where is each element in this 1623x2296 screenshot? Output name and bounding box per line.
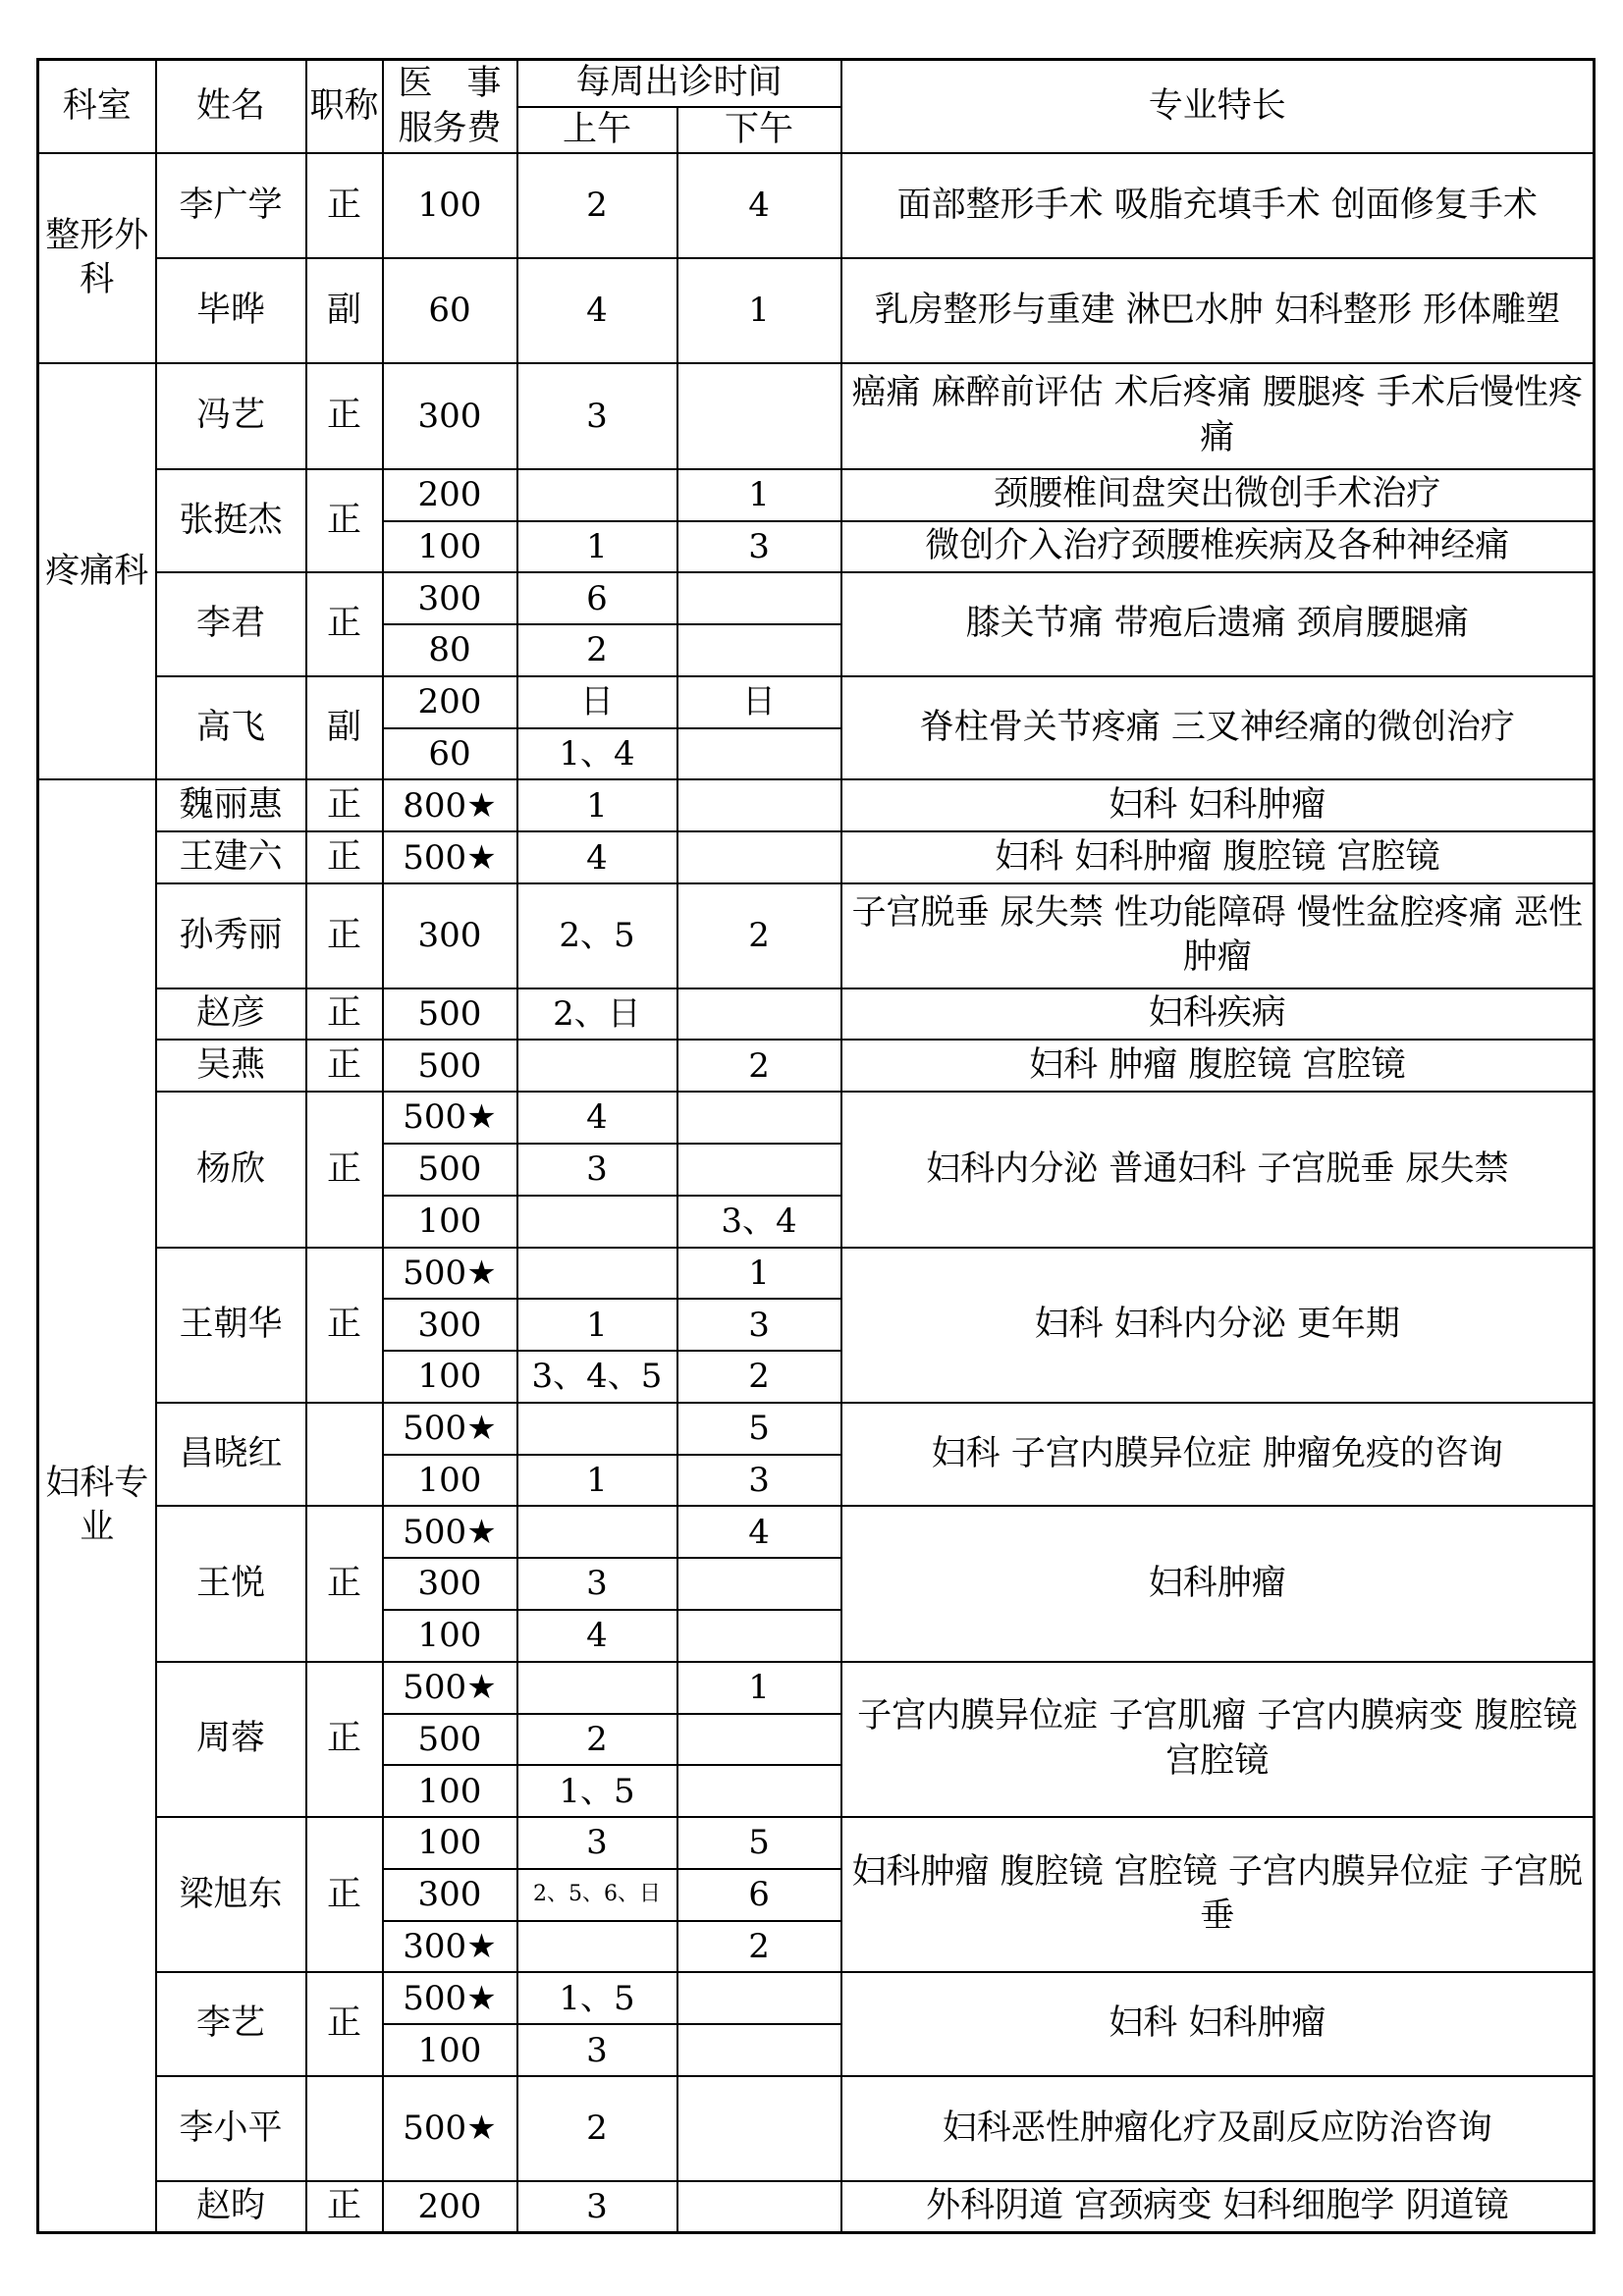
doctor-name: 李艺 bbox=[156, 1972, 306, 2076]
department-cell bbox=[38, 779, 156, 2232]
department-name: 疼痛科 bbox=[45, 551, 149, 591]
am-schedule: 3、4、5 bbox=[517, 1351, 677, 1403]
pm-schedule: 2 bbox=[677, 1351, 841, 1403]
clinic-schedule-table bbox=[36, 58, 1596, 2234]
specialty: 妇科疾病 bbox=[841, 988, 1595, 1041]
service-fee: 100 bbox=[383, 1817, 517, 1869]
header-pm: 下午 bbox=[677, 107, 841, 154]
service-fee: 500★ bbox=[383, 2076, 517, 2181]
pm-schedule: 4 bbox=[677, 1506, 841, 1558]
specialty: 妇科 子宫内膜异位症 肿瘤免疫的咨询 bbox=[841, 1403, 1595, 1507]
pm-schedule bbox=[677, 624, 841, 676]
specialty: 妇科 妇科肿瘤 腹腔镜 宫腔镜 bbox=[841, 831, 1595, 883]
doctor-name: 赵昀 bbox=[156, 2181, 306, 2233]
doctor-name: 梁旭东 bbox=[156, 1817, 306, 1972]
pm-schedule: 3 bbox=[677, 521, 841, 573]
am-schedule bbox=[517, 1248, 677, 1300]
doctor-name: 王朝华 bbox=[156, 1248, 306, 1403]
pm-schedule: 2 bbox=[677, 1921, 841, 1973]
doctor-title: 副 bbox=[306, 676, 383, 780]
doctor-title: 正 bbox=[306, 1092, 383, 1247]
header-title: 职称 bbox=[306, 60, 383, 154]
pm-schedule: 3 bbox=[677, 1299, 841, 1351]
specialty: 妇科内分泌 普通妇科 子宫脱垂 尿失禁 bbox=[841, 1092, 1595, 1247]
pm-schedule: 1 bbox=[677, 1248, 841, 1300]
doctor-name: 昌晓红 bbox=[156, 1403, 306, 1507]
table-row bbox=[38, 153, 1595, 258]
pm-schedule bbox=[677, 831, 841, 883]
doctor-title: 正 bbox=[306, 469, 383, 573]
doctor-name: 冯艺 bbox=[156, 363, 306, 469]
table-row bbox=[38, 2181, 1595, 2233]
header-fee-top: 医 事 bbox=[398, 64, 502, 103]
department-cell bbox=[38, 153, 156, 363]
pm-schedule: 1 bbox=[677, 1662, 841, 1714]
service-fee: 500 bbox=[383, 1714, 517, 1766]
specialty: 子宫脱垂 尿失禁 性功能障碍 慢性盆腔疼痛 恶性肿瘤 bbox=[841, 883, 1595, 988]
header-am: 上午 bbox=[517, 107, 677, 154]
pm-schedule: 4 bbox=[677, 153, 841, 258]
service-fee: 300★ bbox=[383, 1921, 517, 1973]
doctor-title: 正 bbox=[306, 883, 383, 988]
doctor-title: 副 bbox=[306, 258, 383, 364]
service-fee: 500★ bbox=[383, 1972, 517, 2024]
table-row bbox=[38, 883, 1595, 988]
service-fee: 500★ bbox=[383, 1662, 517, 1714]
service-fee: 300 bbox=[383, 1299, 517, 1351]
service-fee: 80 bbox=[383, 624, 517, 676]
am-schedule: 日 bbox=[517, 676, 677, 728]
doctor-name: 杨欣 bbox=[156, 1092, 306, 1247]
table-row bbox=[38, 1248, 1595, 1300]
am-schedule bbox=[517, 1040, 677, 1092]
doctor-name: 吴燕 bbox=[156, 1040, 306, 1092]
doctor-title bbox=[306, 2076, 383, 2181]
service-fee: 100 bbox=[383, 1455, 517, 1507]
specialty: 妇科肿瘤 腹腔镜 宫腔镜 子宫内膜异位症 子宫脱垂 bbox=[841, 1817, 1595, 1972]
service-fee: 100 bbox=[383, 1610, 517, 1662]
doctor-name: 赵彦 bbox=[156, 988, 306, 1041]
service-fee: 500★ bbox=[383, 1248, 517, 1300]
am-schedule: 3 bbox=[517, 363, 677, 469]
pm-schedule: 3、4 bbox=[677, 1196, 841, 1248]
am-schedule: 4 bbox=[517, 831, 677, 883]
table-row bbox=[38, 831, 1595, 883]
specialty: 妇科 妇科肿瘤 bbox=[841, 1972, 1595, 2076]
table-row bbox=[38, 779, 1595, 831]
table-row bbox=[38, 1817, 1595, 1869]
doctor-name: 高飞 bbox=[156, 676, 306, 780]
service-fee: 300 bbox=[383, 883, 517, 988]
table-row bbox=[38, 1403, 1595, 1455]
pm-schedule bbox=[677, 2024, 841, 2076]
am-schedule: 1 bbox=[517, 779, 677, 831]
specialty: 脊柱骨关节疼痛 三叉神经痛的微创治疗 bbox=[841, 676, 1595, 780]
specialty: 妇科 妇科肿瘤 bbox=[841, 779, 1595, 831]
service-fee: 300 bbox=[383, 572, 517, 624]
service-fee: 200 bbox=[383, 2181, 517, 2233]
pm-schedule: 2 bbox=[677, 883, 841, 988]
pm-schedule bbox=[677, 1714, 841, 1766]
am-schedule: 1、4 bbox=[517, 728, 677, 780]
am-schedule bbox=[517, 1196, 677, 1248]
pm-schedule: 5 bbox=[677, 1403, 841, 1455]
service-fee: 100 bbox=[383, 1351, 517, 1403]
doctor-title: 正 bbox=[306, 1817, 383, 1972]
header-fee-bottom: 服务费 bbox=[398, 108, 502, 148]
specialty: 妇科肿瘤 bbox=[841, 1506, 1595, 1661]
doctor-name: 王建六 bbox=[156, 831, 306, 883]
specialty: 外科阴道 宫颈病变 妇科细胞学 阴道镜 bbox=[841, 2181, 1595, 2233]
doctor-title: 正 bbox=[306, 2181, 383, 2233]
pm-schedule bbox=[677, 363, 841, 469]
pm-schedule bbox=[677, 728, 841, 780]
doctor-title: 正 bbox=[306, 153, 383, 258]
am-schedule: 1 bbox=[517, 521, 677, 573]
pm-schedule: 6 bbox=[677, 1869, 841, 1921]
table-row bbox=[38, 988, 1595, 1041]
table-row bbox=[38, 1040, 1595, 1092]
am-schedule: 6 bbox=[517, 572, 677, 624]
pm-schedule bbox=[677, 2181, 841, 2233]
schedule-body bbox=[38, 153, 1595, 2233]
am-schedule: 1、5 bbox=[517, 1972, 677, 2024]
pm-schedule bbox=[677, 1144, 841, 1196]
doctor-name: 周蓉 bbox=[156, 1662, 306, 1817]
doctor-name: 张挺杰 bbox=[156, 469, 306, 573]
header-weekly: 每周出诊时间 bbox=[517, 60, 841, 107]
table-row bbox=[38, 363, 1595, 469]
service-fee: 500 bbox=[383, 1144, 517, 1196]
pm-schedule: 5 bbox=[677, 1817, 841, 1869]
specialty: 癌痛 麻醉前评估 术后疼痛 腰腿疼 手术后慢性疼痛 bbox=[841, 363, 1595, 469]
doctor-name: 李小平 bbox=[156, 2076, 306, 2181]
service-fee: 100 bbox=[383, 1196, 517, 1248]
table-row bbox=[38, 572, 1595, 624]
service-fee: 100 bbox=[383, 1765, 517, 1817]
service-fee: 500 bbox=[383, 988, 517, 1041]
am-schedule: 2 bbox=[517, 2076, 677, 2181]
doctor-name: 王悦 bbox=[156, 1506, 306, 1661]
table-row bbox=[38, 258, 1595, 364]
service-fee: 100 bbox=[383, 521, 517, 573]
doctor-name: 孙秀丽 bbox=[156, 883, 306, 988]
am-schedule: 3 bbox=[517, 2181, 677, 2233]
table-row bbox=[38, 676, 1595, 728]
pm-schedule: 1 bbox=[677, 258, 841, 364]
pm-schedule bbox=[677, 779, 841, 831]
specialty: 膝关节痛 带疱后遗痛 颈肩腰腿痛 bbox=[841, 572, 1595, 676]
am-schedule bbox=[517, 1662, 677, 1714]
pm-schedule bbox=[677, 2076, 841, 2181]
department-name: 整形外科 bbox=[45, 215, 149, 300]
service-fee: 200 bbox=[383, 469, 517, 521]
am-schedule: 4 bbox=[517, 1610, 677, 1662]
service-fee: 500★ bbox=[383, 831, 517, 883]
header-specialty: 专业特长 bbox=[841, 60, 1595, 154]
specialty: 妇科恶性肿瘤化疗及副反应防治咨询 bbox=[841, 2076, 1595, 2181]
doctor-title: 正 bbox=[306, 572, 383, 676]
am-schedule: 2 bbox=[517, 153, 677, 258]
service-fee: 800★ bbox=[383, 779, 517, 831]
am-schedule bbox=[517, 469, 677, 521]
doctor-title: 正 bbox=[306, 1662, 383, 1817]
am-schedule: 2、5、6、日 bbox=[517, 1869, 677, 1921]
pm-schedule: 1 bbox=[677, 469, 841, 521]
table-row bbox=[38, 469, 1595, 521]
specialty: 面部整形手术 吸脂充填手术 创面修复手术 bbox=[841, 153, 1595, 258]
table-row bbox=[38, 1662, 1595, 1714]
am-schedule: 2、日 bbox=[517, 988, 677, 1041]
am-schedule: 3 bbox=[517, 1817, 677, 1869]
table-row bbox=[38, 1092, 1595, 1144]
pm-schedule bbox=[677, 1972, 841, 2024]
am-schedule: 1、5 bbox=[517, 1765, 677, 1817]
doctor-title: 正 bbox=[306, 831, 383, 883]
am-schedule: 3 bbox=[517, 2024, 677, 2076]
am-schedule bbox=[517, 1921, 677, 1973]
doctor-name: 李广学 bbox=[156, 153, 306, 258]
am-schedule: 2 bbox=[517, 1714, 677, 1766]
table-row bbox=[38, 1972, 1595, 2024]
header-fee bbox=[383, 60, 517, 154]
am-schedule bbox=[517, 1403, 677, 1455]
service-fee: 200 bbox=[383, 676, 517, 728]
specialty: 微创介入治疗颈腰椎疾病及各种神经痛 bbox=[841, 521, 1595, 573]
service-fee: 60 bbox=[383, 728, 517, 780]
service-fee: 500 bbox=[383, 1040, 517, 1092]
header-name: 姓名 bbox=[156, 60, 306, 154]
am-schedule: 4 bbox=[517, 258, 677, 364]
service-fee: 500★ bbox=[383, 1092, 517, 1144]
doctor-title: 正 bbox=[306, 1972, 383, 2076]
am-schedule: 2 bbox=[517, 624, 677, 676]
doctor-title: 正 bbox=[306, 363, 383, 469]
table-row bbox=[38, 1506, 1595, 1558]
pm-schedule: 3 bbox=[677, 1455, 841, 1507]
pm-schedule: 2 bbox=[677, 1040, 841, 1092]
service-fee: 500★ bbox=[383, 1403, 517, 1455]
doctor-title: 正 bbox=[306, 988, 383, 1041]
am-schedule: 1 bbox=[517, 1455, 677, 1507]
doctor-title: 正 bbox=[306, 1506, 383, 1661]
pm-schedule bbox=[677, 1092, 841, 1144]
pm-schedule: 日 bbox=[677, 676, 841, 728]
pm-schedule bbox=[677, 572, 841, 624]
department-name: 妇科专业 bbox=[45, 1463, 149, 1548]
pm-schedule bbox=[677, 988, 841, 1041]
doctor-title: 正 bbox=[306, 779, 383, 831]
department-cell bbox=[38, 363, 156, 779]
pm-schedule bbox=[677, 1765, 841, 1817]
service-fee: 60 bbox=[383, 258, 517, 364]
service-fee: 100 bbox=[383, 2024, 517, 2076]
am-schedule: 2、5 bbox=[517, 883, 677, 988]
specialty: 妇科 妇科内分泌 更年期 bbox=[841, 1248, 1595, 1403]
am-schedule: 4 bbox=[517, 1092, 677, 1144]
table-row bbox=[38, 2076, 1595, 2181]
header-dept: 科室 bbox=[38, 60, 156, 154]
specialty: 乳房整形与重建 淋巴水肿 妇科整形 形体雕塑 bbox=[841, 258, 1595, 364]
specialty: 妇科 肿瘤 腹腔镜 宫腔镜 bbox=[841, 1040, 1595, 1092]
service-fee: 100 bbox=[383, 153, 517, 258]
am-schedule: 3 bbox=[517, 1558, 677, 1610]
doctor-name: 李君 bbox=[156, 572, 306, 676]
am-schedule: 1 bbox=[517, 1299, 677, 1351]
doctor-title: 正 bbox=[306, 1248, 383, 1403]
service-fee: 300 bbox=[383, 363, 517, 469]
service-fee: 300 bbox=[383, 1869, 517, 1921]
am-schedule: 3 bbox=[517, 1144, 677, 1196]
pm-schedule bbox=[677, 1610, 841, 1662]
doctor-name: 魏丽惠 bbox=[156, 779, 306, 831]
doctor-title: 正 bbox=[306, 1040, 383, 1092]
specialty: 颈腰椎间盘突出微创手术治疗 bbox=[841, 469, 1595, 521]
specialty: 子宫内膜异位症 子宫肌瘤 子宫内膜病变 腹腔镜 宫腔镜 bbox=[841, 1662, 1595, 1817]
service-fee: 300 bbox=[383, 1558, 517, 1610]
doctor-title bbox=[306, 1403, 383, 1507]
doctor-name: 毕晔 bbox=[156, 258, 306, 364]
am-schedule bbox=[517, 1506, 677, 1558]
pm-schedule bbox=[677, 1558, 841, 1610]
service-fee: 500★ bbox=[383, 1506, 517, 1558]
